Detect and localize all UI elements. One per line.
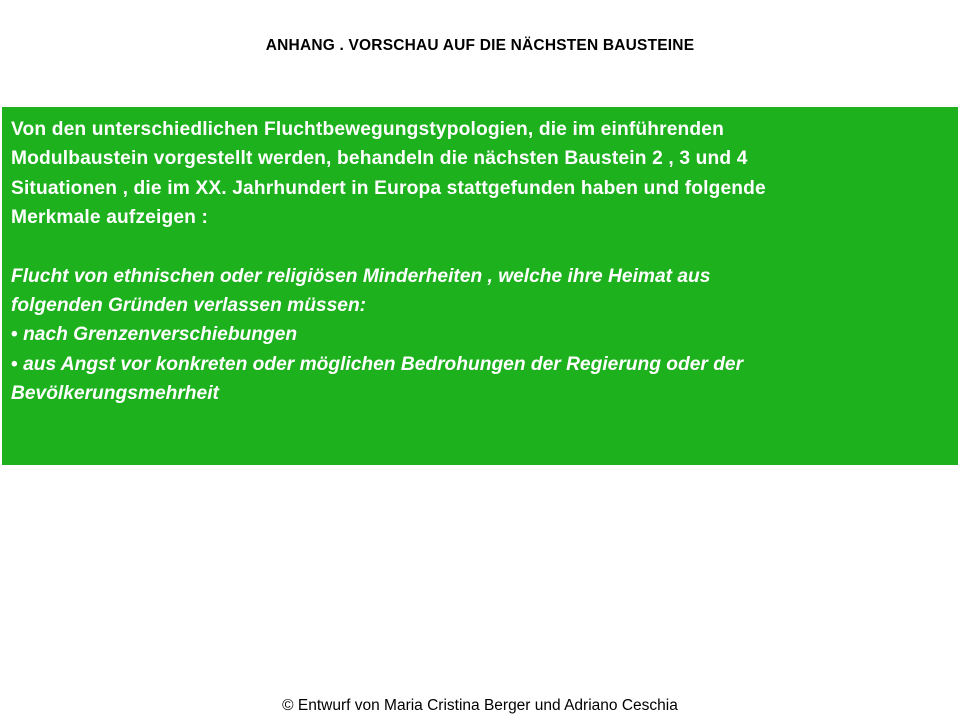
bullet-item: • nach Grenzenverschiebungen xyxy=(11,320,948,349)
bullet-item: • aus Angst vor konkreten oder möglichen Bedrohungen der Regierung oder der Bevölkerungsmehrheit xyxy=(11,350,948,409)
content-box xyxy=(2,107,958,465)
copyright-footer: © Entwurf von Maria Cristina Berger und Adriano Ceschia xyxy=(282,697,678,714)
bullet-list xyxy=(11,320,948,408)
intro-paragraph: Von den unterschiedlichen Fluchtbewegungstypologien, die im einführenden Modulbaustein vorgestellt werden, behandeln die nächsten Baustein 2 , 3 und 4 Situationen , die im XX. Jahrhundert in Europa stattgefunden haben und folgende Merkmale aufzeigen : xyxy=(11,119,766,229)
slide-title: ANHANG . VORSCHAU AUF DIE NÄCHSTEN BAUSTEINE xyxy=(265,37,695,54)
features-intro: Flucht von ethnischen oder religiösen Minderheiten , welche ihre Heimat aus folgenden Gründen verlassen müssen: xyxy=(11,265,711,317)
